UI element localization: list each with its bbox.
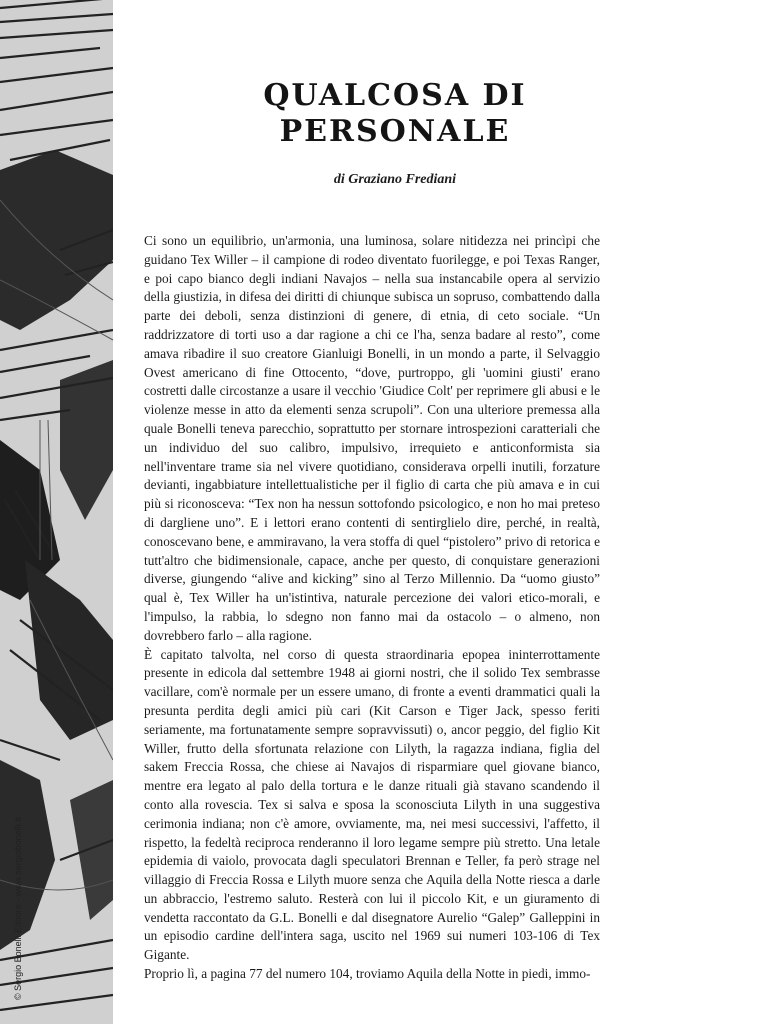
title-line-2: PERSONALE <box>279 114 511 149</box>
copyright-credit: © Sergio Bonelli Editore - www.sergiobonelli.it <box>13 817 23 1000</box>
title-line-1: QUALCOSA DI <box>263 78 527 113</box>
paragraph: Ci sono un equilibrio, un'armonia, una luminosa, solare nitidezza nei princìpi che guidano Tex Willer – il campione di rodeo diventato fuorilegge, e poi Texas Ranger, e poi capo bianco degli indiani Navajos – nella sua instancabile opera al servizio della giustizia, in difesa dei diritti di chiunque subisca un sopruso, combattendo dalla parte dei deboli, senza distinzioni di genere, di etnia, di ceto sociale. “Un raddrizzatore di torti uso a dar ragione a chi ce l'ha, senza badare al resto”, come amava ribadire il suo creatore Gianluigi Bonelli, in un mondo a parte, il Selvaggio Ovest americano di fine Ottocento, “dove, purtroppo, gli 'uomini giusti' erano costretti dalle circostanze a usare il vecchio 'Giudice Colt' per reprimere gli abusi e le violenze messe in atto da elementi senza scrupoli”. Con una ulteriore premessa alla quale Bonelli teneva parecchio, soprattutto per stornare introspezioni caratteriali che un individuo del suo calibro, impulsivo, irrequieto e anticonformista sia nell'inventare trame sia nel vivere quotidiano, considerava orpelli inutili, forzature devianti, ingabbiature intellettualistiche per il figlio di carta che più amava e in cui più si riconosceva: “Tex non ha nessun sottofondo psicologico, e non ho mai preteso di dargliene uno”. E i lettori erano contenti di sentirglielo dire, perché, in realtà, conoscevano bene, e ammiravano, la vera stoffa di quel “pistolero” privo di retorica e tutt'altro che bidimensionale, capace, anche per questo, di conquistare generazioni diverse, giungendo “alive and kicking” sino al Terzo Millennio. Da “uomo giusto” qual è, Tex Willer ha un'istintiva, naturale percezione dei valori etico-morali, e l'impulso, la rabbia, lo sdegno non fanno mai da ostacolo – o almeno, non dovrebbero farlo – alla ragione. <box>144 233 600 643</box>
paragraph: Proprio lì, a pagina 77 del numero 104, troviamo Aquila della Notte in piedi, immo- <box>144 966 591 982</box>
side-illustration <box>0 0 113 1024</box>
article-title <box>195 78 595 150</box>
paragraph: È capitato talvolta, nel corso di questa straordinaria epopea ininterrottamente presente in edicola dal settembre 1948 ai giorni nostri, che il solido Tex sembrasse vacillare, com'è normale per un essere umano, di fronte a eventi drammatici quali la presunta perdita degli amici più cari (Kit Carson e Tiger Jack, spesso feriti seriamente, ma fortunatamente sempre sopravvissuti) o, ancor peggio, del figlio Kit Willer, frutto della sfortunata relazione con Lilyth, la ragazza indiana, figlia del sakem Freccia Rossa, che chiese ai Navajos di risparmiare quel giovane bianco, mentre era legato al palo della tortura e le danze rituali già stavano scandendo il conto alla rovescia. Tex si salva e sposa la sconosciuta Lilyth in una suggestiva cerimonia indiana; non c'è amore, ovviamente, ma, nei mesi successivi, l'affetto, il rispetto, la fedeltà reciproca renderanno il loro legame sempre più stretto. Una letale epidemia di vaiolo, provocata dagli speculatori Brennan e Teller, fa però strage nel villaggio di Freccia Rossa e Lilyth muore senza che Aquila della Notte riesca a darle un abbraccio, l'estremo saluto. Resterà con lui il piccolo Kit, e un giuramento di vendetta raccontato da G.L. Bonelli e dal disegnatore Aurelio “Galep” Galleppini in un episodio cardine dell'intera saga, uscito nel 1969 sui numeri 103-106 di Tex Gigante. <box>144 646 600 963</box>
article-body <box>144 232 600 984</box>
byline: di Graziano Frediani <box>333 172 457 187</box>
